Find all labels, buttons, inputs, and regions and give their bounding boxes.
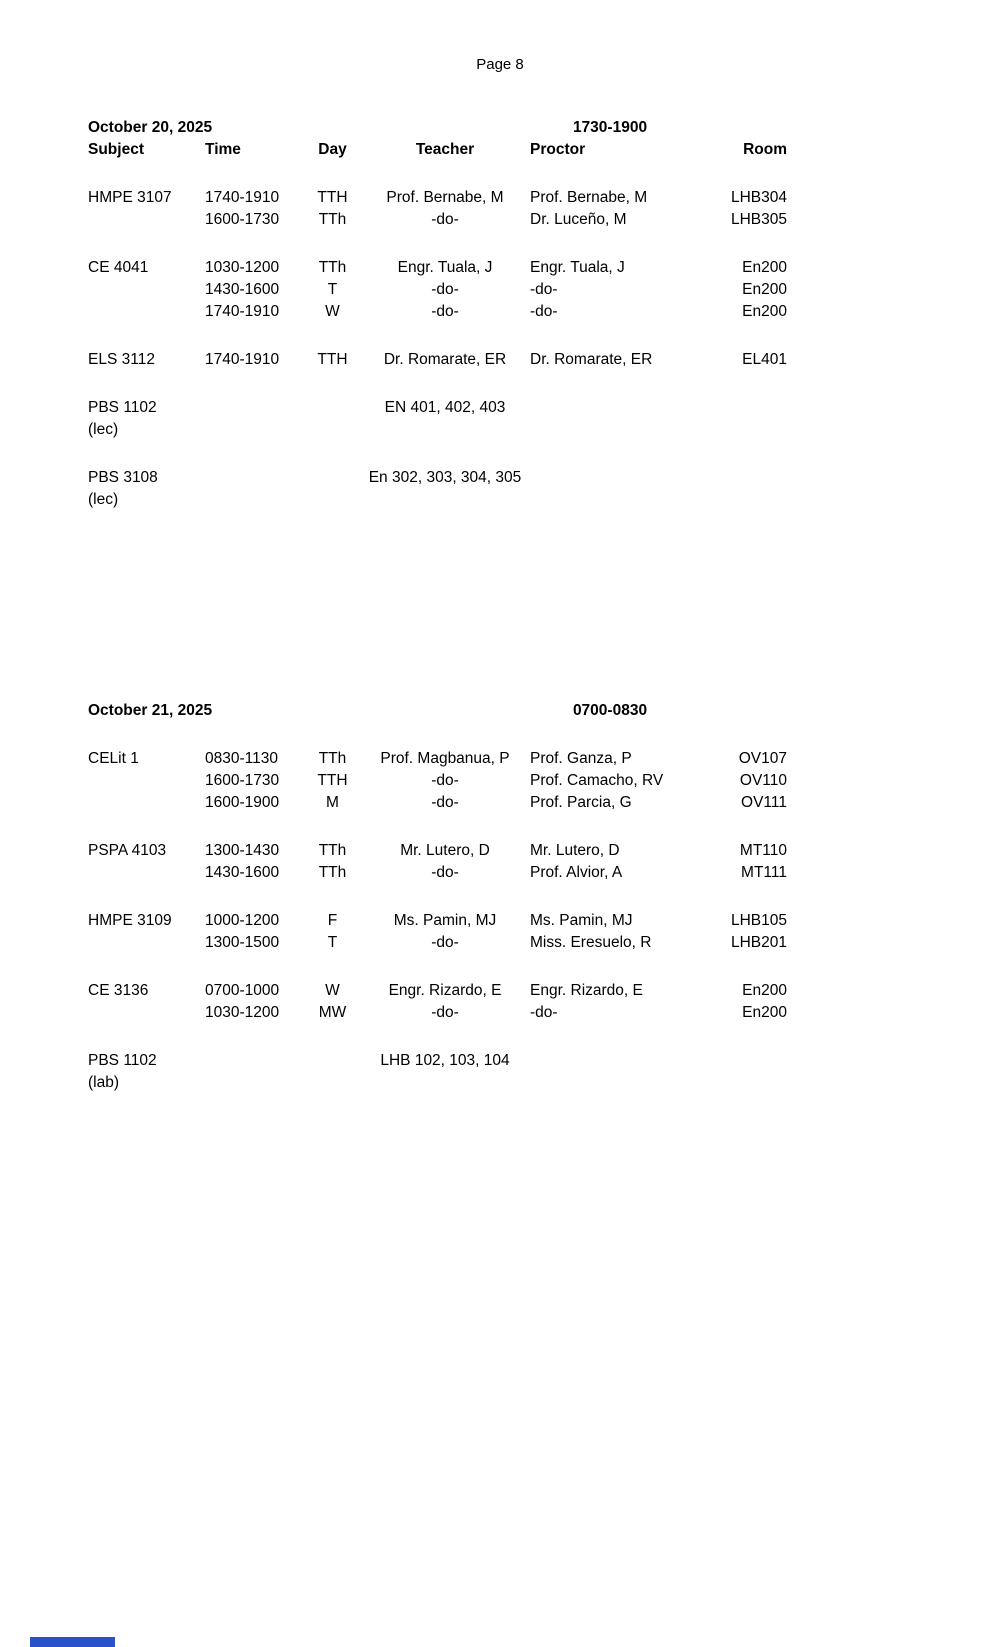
exam-time: 1300-1500	[205, 934, 280, 951]
exam-time: 0700-1000	[205, 982, 280, 999]
exam-proctor: Dr. Luceño, M	[530, 211, 627, 228]
course-block	[88, 1050, 1000, 1094]
exam-row	[88, 397, 1000, 419]
exam-day: TTh	[318, 864, 347, 881]
exam-section	[88, 117, 1000, 511]
exam-room: LHB304	[730, 189, 787, 206]
exam-row	[88, 187, 1000, 209]
exam-teacher: Engr. Tuala, J	[397, 259, 493, 276]
exam-day: TTh	[318, 750, 347, 767]
exam-teacher: -do-	[431, 934, 459, 951]
course-block	[88, 980, 1000, 1024]
exam-day: TTh	[318, 259, 347, 276]
exam-time: 1030-1200	[205, 1004, 280, 1021]
exam-proctor: Prof. Camacho, RV	[530, 772, 664, 789]
course-block	[88, 748, 1000, 814]
course-subject: ELS 3112	[88, 351, 155, 368]
exam-day: M	[326, 794, 339, 811]
exam-room: EL401	[742, 351, 787, 368]
exam-proctor: -do-	[530, 1004, 558, 1021]
exam-time: 1600-1900	[205, 794, 280, 811]
exam-row	[88, 980, 1000, 1002]
exam-teacher: -do-	[431, 794, 459, 811]
course-block	[88, 910, 1000, 954]
exam-room: En200	[742, 259, 787, 276]
course-block	[88, 187, 1000, 231]
exam-row	[88, 467, 1000, 489]
exam-teacher: Ms. Pamin, MJ	[393, 912, 497, 929]
exam-time: 1300-1430	[205, 842, 280, 859]
exam-row	[88, 279, 1000, 301]
exam-proctor: -do-	[530, 281, 558, 298]
section-header	[88, 700, 1000, 722]
exam-row	[88, 209, 1000, 231]
exam-teacher: -do-	[431, 281, 459, 298]
exam-row	[88, 840, 1000, 862]
exam-room: MT110	[739, 842, 787, 859]
exam-room: MT111	[741, 864, 787, 881]
exam-row	[88, 770, 1000, 792]
exam-time: 1430-1600	[205, 281, 280, 298]
exam-day: F	[327, 912, 338, 929]
course-note-row	[88, 489, 1000, 511]
exam-room: En200	[742, 982, 787, 999]
exam-row	[88, 932, 1000, 954]
course-block	[88, 349, 1000, 371]
page-number: Page 8	[476, 56, 524, 73]
exam-day: TTH	[317, 189, 348, 206]
section-time-slot: 1730-1900	[572, 119, 648, 136]
exam-proctor: Prof. Parcia, G	[530, 794, 632, 811]
exam-proctor: Miss. Eresuelo, R	[530, 934, 652, 951]
section-date: October 20, 2025	[88, 119, 213, 136]
exam-time: 1600-1730	[205, 772, 280, 789]
exam-time: 0830-1130	[205, 750, 278, 767]
exam-room: LHB105	[730, 912, 787, 929]
column-header-time: Time	[205, 141, 241, 158]
section-date: October 21, 2025	[88, 702, 213, 719]
exam-row	[88, 748, 1000, 770]
exam-proctor: Mr. Lutero, D	[530, 842, 620, 859]
course-note: (lab)	[88, 1074, 120, 1091]
column-header-subject: Subject	[88, 141, 144, 158]
course-subject: PBS 1102	[88, 1052, 157, 1069]
exam-row	[88, 1050, 1000, 1072]
section-header	[88, 117, 1000, 161]
exam-day: T	[327, 934, 338, 951]
schedule-content	[0, 117, 1000, 1094]
exam-time: 1030-1200	[205, 259, 280, 276]
exam-time: 1740-1910	[205, 351, 280, 368]
course-note-row	[88, 1072, 1000, 1094]
course-subject: HMPE 3107	[88, 189, 172, 206]
exam-day: TTh	[318, 842, 347, 859]
exam-proctor: Prof. Bernabe, M	[530, 189, 648, 206]
course-subject: PSPA 4103	[88, 842, 167, 859]
exam-row	[88, 349, 1000, 371]
exam-rooms-list: En 302, 303, 304, 305	[368, 469, 522, 486]
exam-room: OV111	[741, 794, 787, 811]
column-header-day: Day	[318, 141, 347, 158]
course-subject: CELit 1	[88, 750, 139, 767]
exam-proctor: Prof. Ganza, P	[530, 750, 632, 767]
exam-teacher: -do-	[431, 772, 459, 789]
exam-day: T	[327, 281, 338, 298]
exam-row	[88, 910, 1000, 932]
exam-teacher: -do-	[431, 864, 459, 881]
exam-teacher: Mr. Lutero, D	[400, 842, 490, 859]
course-note: (lec)	[88, 491, 119, 508]
exam-teacher: -do-	[431, 1004, 459, 1021]
exam-time: 1000-1200	[205, 912, 280, 929]
exam-teacher: Engr. Rizardo, E	[388, 982, 502, 999]
footer-accent-bar	[30, 1637, 115, 1647]
course-block	[88, 840, 1000, 884]
exam-proctor: Engr. Rizardo, E	[530, 982, 643, 999]
course-subject: PBS 3108	[88, 469, 158, 486]
exam-day: MW	[318, 1004, 347, 1021]
exam-time: 1600-1730	[205, 211, 280, 228]
exam-day: TTh	[318, 211, 347, 228]
exam-teacher: Prof. Bernabe, M	[386, 189, 504, 206]
section-time-slot: 0700-0830	[572, 702, 648, 719]
course-subject: CE 3136	[88, 982, 149, 999]
exam-proctor: -do-	[530, 303, 558, 320]
exam-teacher: -do-	[431, 303, 459, 320]
section-header-row	[88, 117, 1000, 139]
exam-teacher: Prof. Magbanua, P	[380, 750, 510, 767]
exam-day: TTH	[317, 772, 348, 789]
exam-rooms-list: EN 401, 402, 403	[384, 399, 506, 416]
course-block	[88, 257, 1000, 323]
course-block	[88, 467, 1000, 511]
course-note: (lec)	[88, 421, 119, 438]
exam-room: En200	[742, 303, 787, 320]
column-header-room: Room	[743, 141, 787, 158]
exam-room: En200	[742, 1004, 787, 1021]
exam-teacher: Dr. Romarate, ER	[383, 351, 507, 368]
course-block	[88, 397, 1000, 441]
exam-section	[88, 700, 1000, 1094]
exam-time: 1740-1910	[205, 189, 280, 206]
column-header-teacher: Teacher	[415, 141, 475, 158]
exam-time: 1740-1910	[205, 303, 280, 320]
exam-time: 1430-1600	[205, 864, 280, 881]
exam-day: W	[325, 982, 340, 999]
course-subject: PBS 1102	[88, 399, 157, 416]
exam-teacher: -do-	[431, 211, 459, 228]
exam-row	[88, 301, 1000, 323]
course-note-row	[88, 419, 1000, 441]
exam-room: OV107	[738, 750, 787, 767]
exam-proctor: Dr. Romarate, ER	[530, 351, 653, 368]
exam-rooms-list: LHB 102, 103, 104	[380, 1052, 510, 1069]
section-header-row	[88, 700, 1000, 722]
column-header-proctor: Proctor	[530, 141, 586, 158]
exam-room: En200	[742, 281, 787, 298]
exam-proctor: Engr. Tuala, J	[530, 259, 625, 276]
exam-room: LHB305	[730, 211, 787, 228]
exam-row	[88, 862, 1000, 884]
exam-proctor: Prof. Alvior, A	[530, 864, 623, 881]
course-subject: HMPE 3109	[88, 912, 172, 929]
exam-day: W	[325, 303, 340, 320]
exam-row	[88, 257, 1000, 279]
exam-row	[88, 1002, 1000, 1024]
course-subject: CE 4041	[88, 259, 149, 276]
exam-proctor: Ms. Pamin, MJ	[530, 912, 633, 929]
column-header-row	[88, 139, 1000, 161]
exam-room: OV110	[739, 772, 787, 789]
exam-row	[88, 792, 1000, 814]
exam-room: LHB201	[730, 934, 787, 951]
exam-day: TTH	[317, 351, 348, 368]
